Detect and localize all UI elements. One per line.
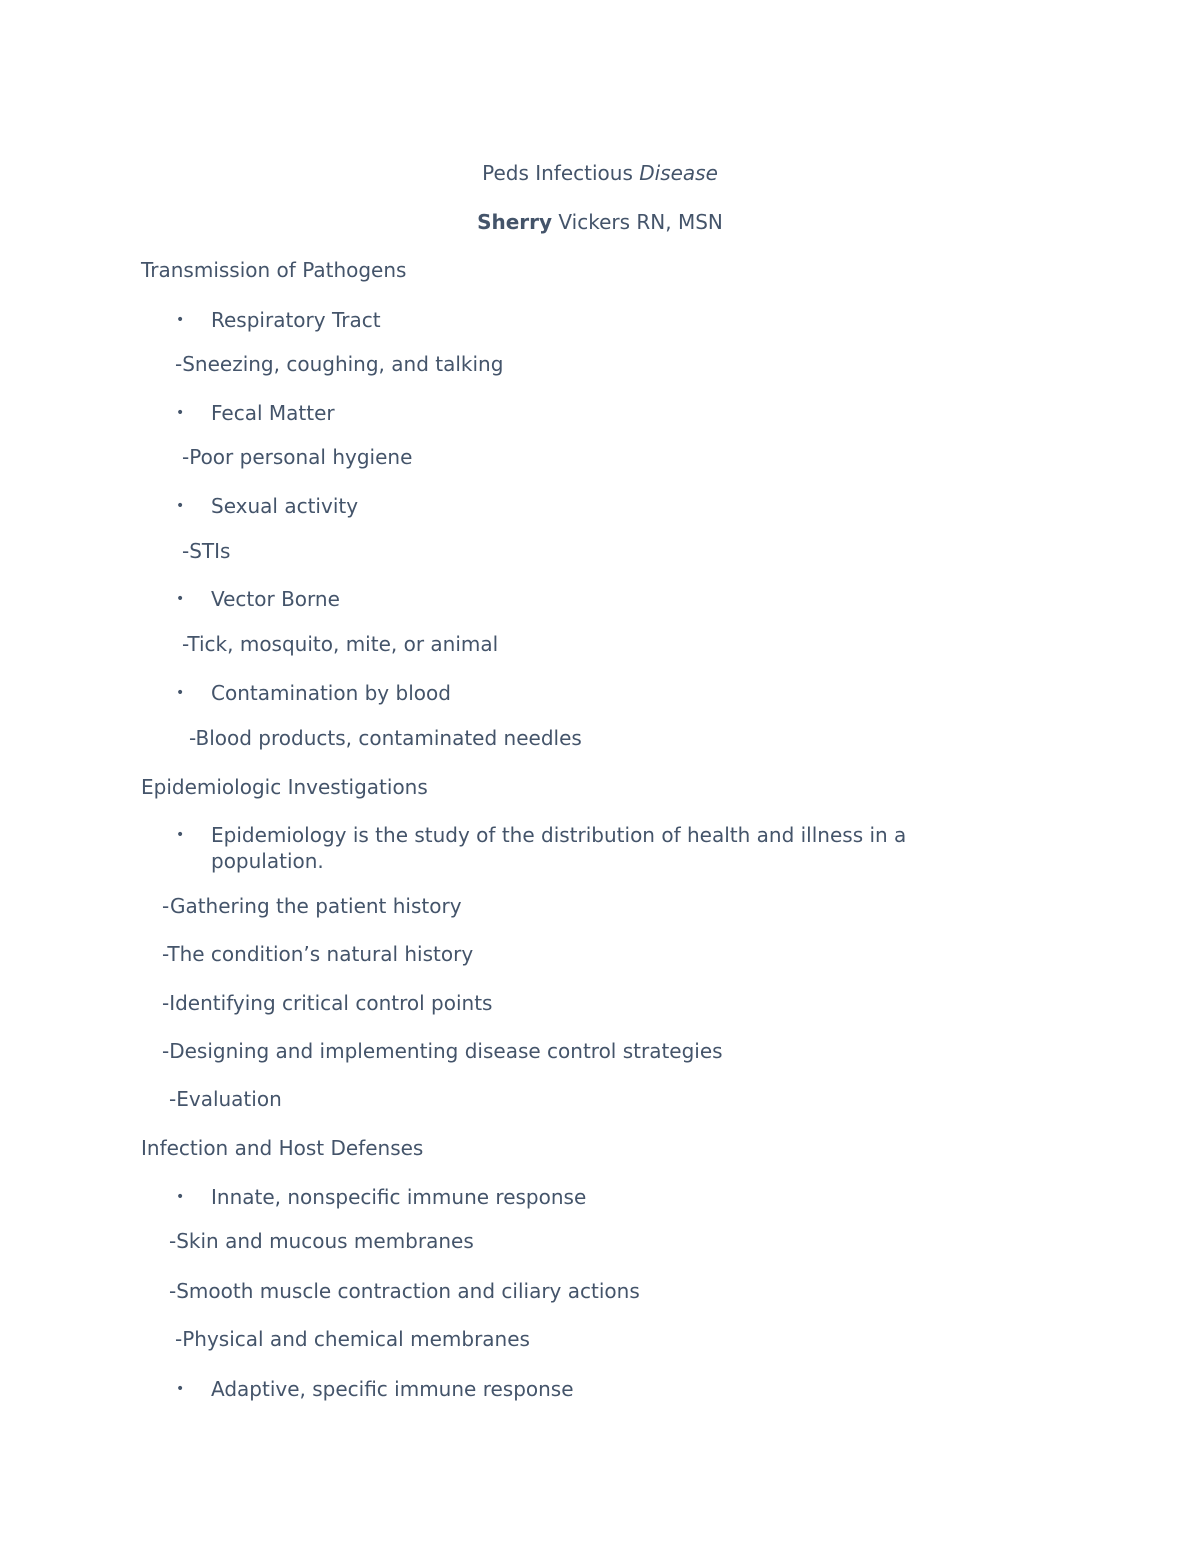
sub-item-hygiene: -Poor personal hygiene: [182, 445, 413, 469]
sub-item-patient-history: -Gathering the patient history: [162, 894, 462, 918]
bullet-icon: •: [176, 685, 185, 701]
bullet-icon: •: [176, 312, 185, 328]
bullet-icon: •: [176, 1381, 185, 1397]
list-item-respiratory: Respiratory Tract: [211, 308, 381, 332]
section-heading-transmission: Transmission of Pathogens: [141, 258, 407, 282]
sub-item-evaluation: -Evaluation: [169, 1087, 282, 1111]
sub-item-sneezing: -Sneezing, coughing, and talking: [175, 352, 504, 376]
list-item-fecal: Fecal Matter: [211, 401, 335, 425]
bullet-icon: •: [176, 1189, 185, 1205]
list-item-sexual: Sexual activity: [211, 494, 359, 518]
sub-item-smooth-muscle: -Smooth muscle contraction and ciliary actions: [169, 1279, 640, 1303]
sub-item-physical-chemical: -Physical and chemical membranes: [175, 1327, 530, 1351]
list-item-epidemiology-definition: Epidemiology is the study of the distribution of health and illness in a population.: [211, 823, 907, 873]
sub-item-natural-history: -The condition’s natural history: [162, 942, 474, 966]
sub-item-control-points: -Identifying critical control points: [162, 991, 493, 1015]
sub-item-stis: -STIs: [182, 539, 231, 563]
bullet-icon: •: [176, 827, 185, 843]
author-line: [0, 209, 1200, 235]
list-item-blood: Contamination by blood: [211, 681, 451, 705]
document-title: [0, 160, 1200, 186]
bullet-icon: •: [176, 405, 185, 421]
section-heading-epidemiologic: Epidemiologic Investigations: [141, 775, 428, 799]
list-item-innate: Innate, nonspecific immune response: [211, 1185, 587, 1209]
list-item-adaptive: Adaptive, specific immune response: [211, 1377, 574, 1401]
author-rest: Vickers RN, MSN: [552, 210, 723, 234]
bullet-icon: •: [176, 591, 185, 607]
sub-item-skin: -Skin and mucous membranes: [169, 1229, 474, 1253]
sub-item-tick: -Tick, mosquito, mite, or animal: [182, 632, 499, 656]
bullet-icon: •: [176, 498, 185, 514]
sub-item-control-strategies: -Designing and implementing disease control strategies: [162, 1039, 723, 1063]
section-heading-infection: Infection and Host Defenses: [141, 1136, 424, 1160]
list-item-vector: Vector Borne: [211, 587, 340, 611]
author-first-name: Sherry: [477, 210, 553, 234]
title-main: Peds Infectious: [482, 161, 640, 185]
sub-item-blood-products: -Blood products, contaminated needles: [189, 726, 582, 750]
title-italic: Disease: [639, 161, 718, 185]
